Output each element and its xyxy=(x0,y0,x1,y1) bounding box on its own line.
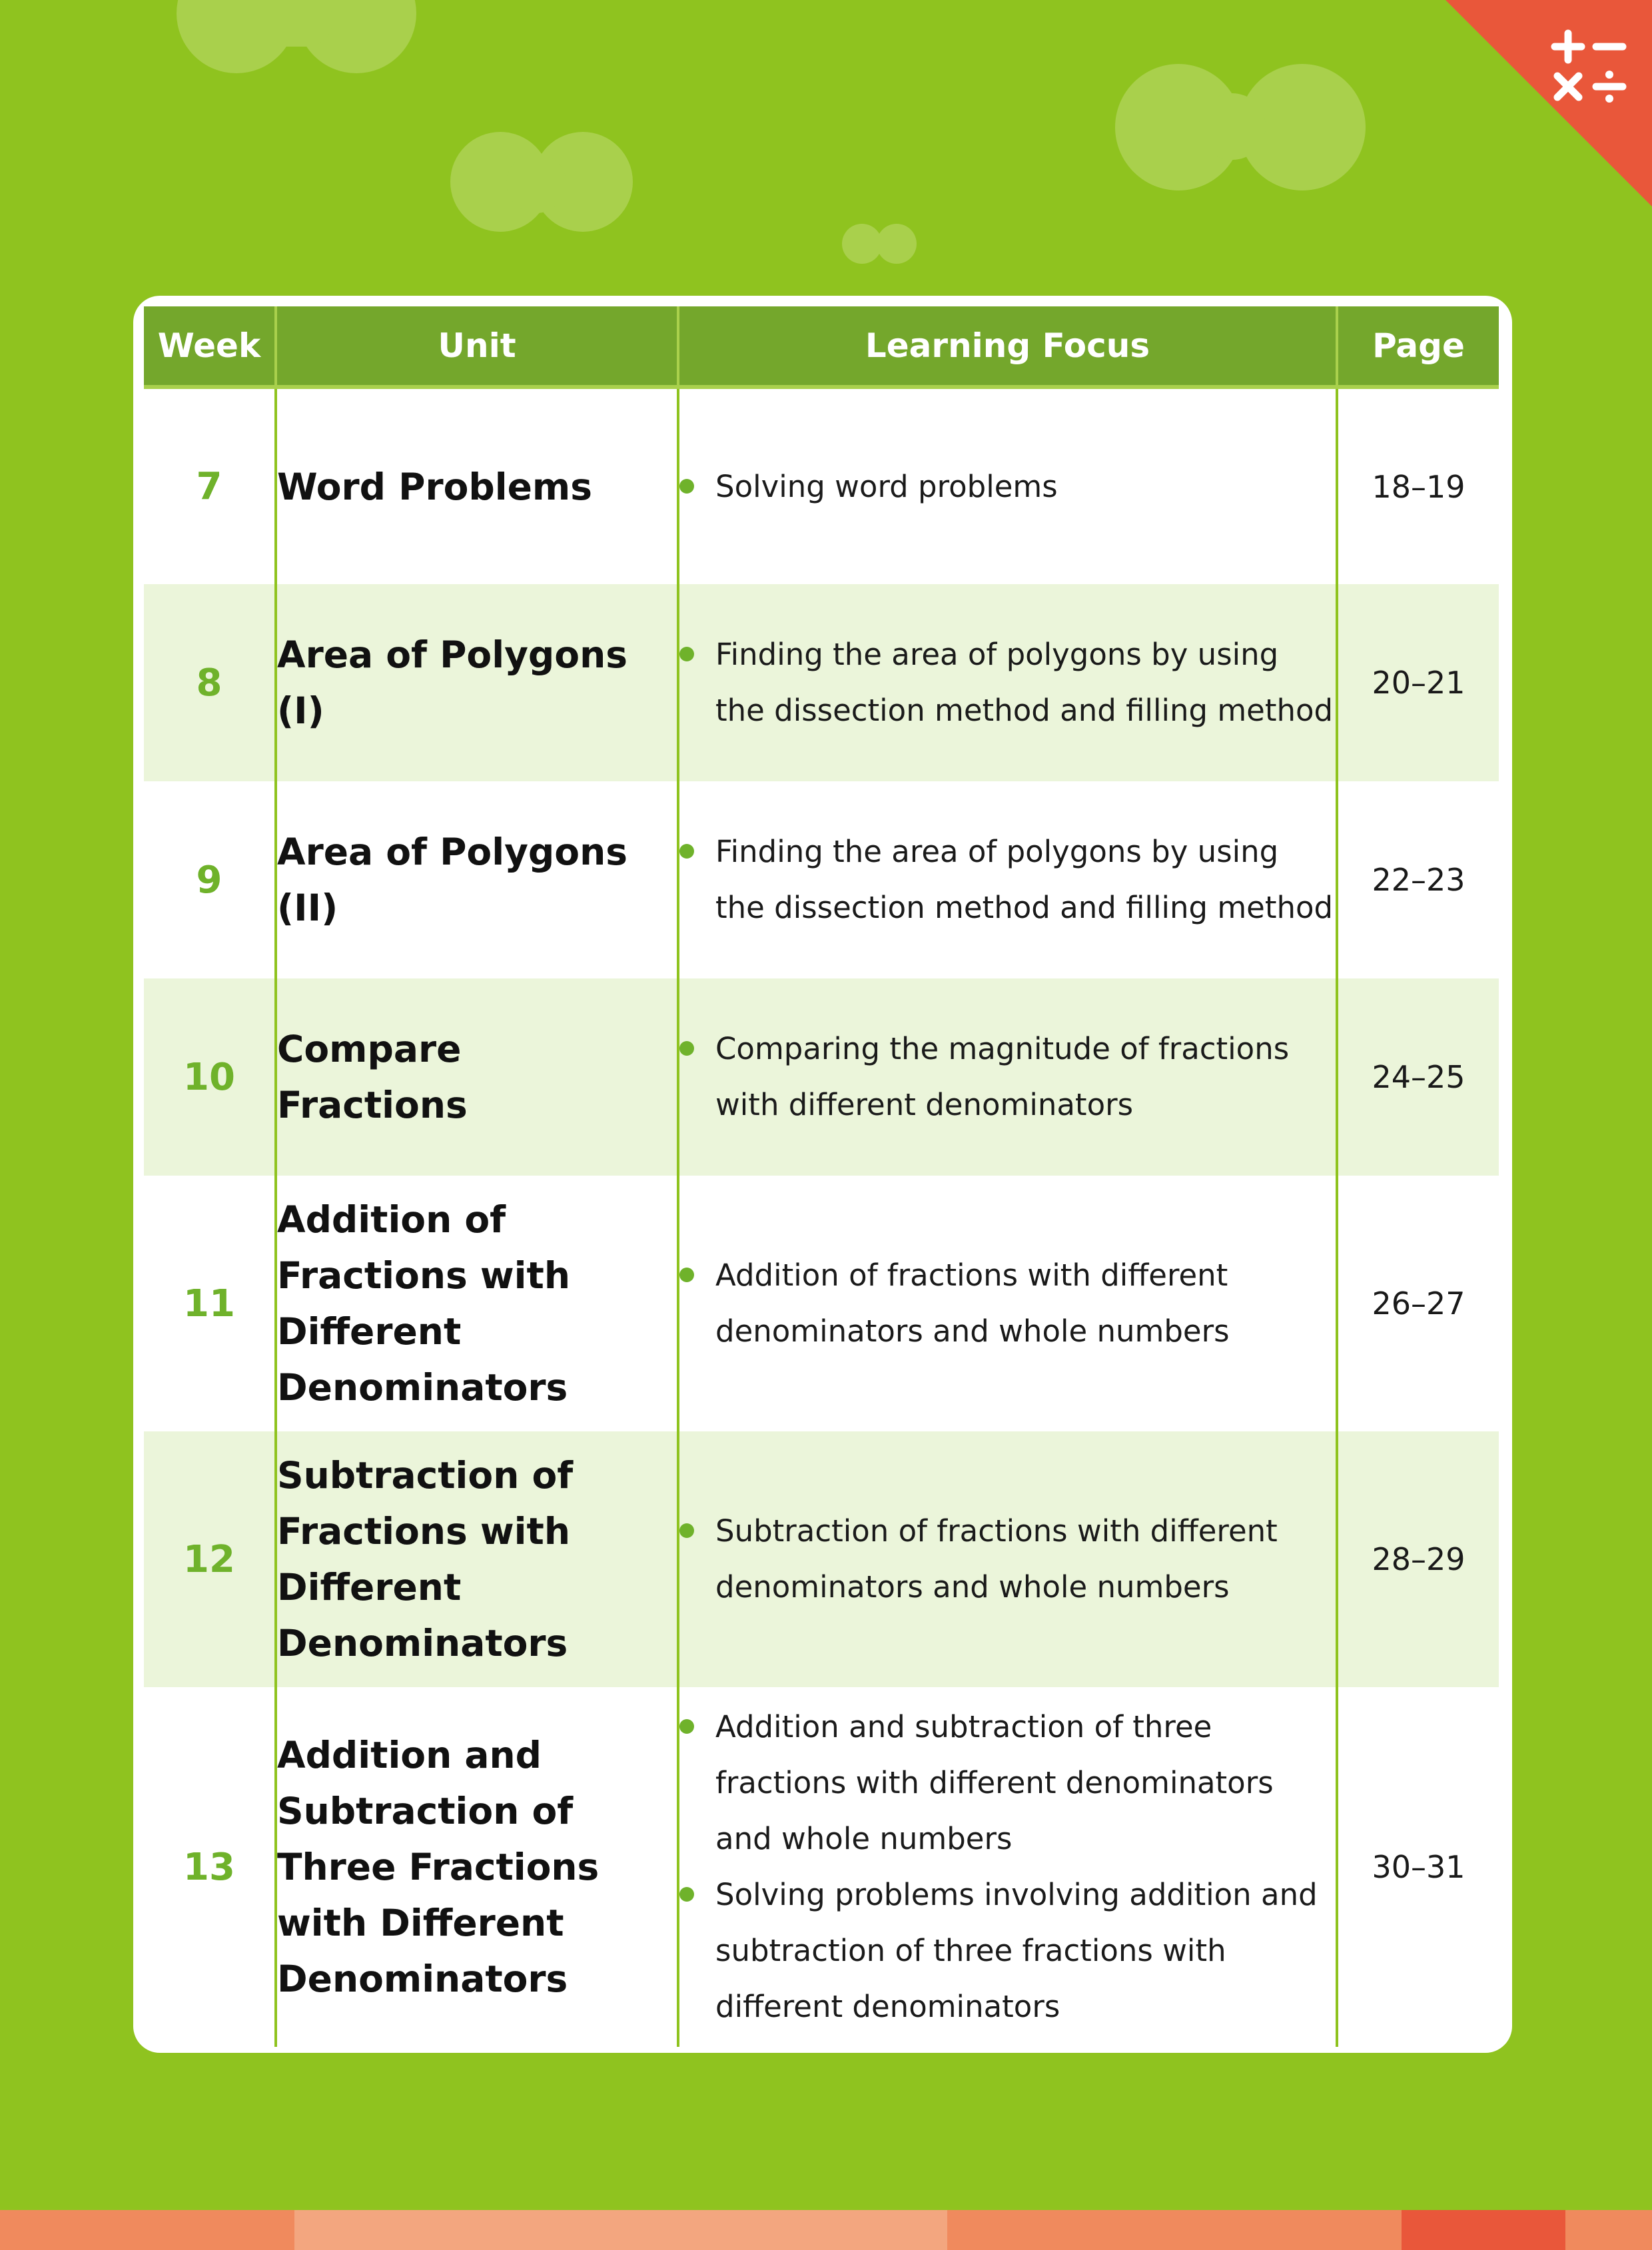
table-header-row xyxy=(144,306,1499,387)
unit-name: Addition and Subtraction of Three Fractions with Different Denominators xyxy=(276,1687,678,2047)
bottom-stripe xyxy=(1565,2210,1652,2250)
learning-focus xyxy=(678,978,1337,1176)
focus-bullet: Addition of fractions with different denominators and whole numbers xyxy=(679,1248,1336,1359)
decor-blob xyxy=(253,0,333,47)
header-week: Week xyxy=(144,306,276,387)
learning-focus xyxy=(678,1431,1337,1687)
week-number: 7 xyxy=(196,465,222,508)
week-number: 11 xyxy=(183,1282,235,1325)
week-number: 13 xyxy=(183,1845,235,1889)
learning-focus xyxy=(678,584,1337,781)
page-range: 24–25 xyxy=(1337,978,1499,1176)
table-row xyxy=(144,1687,1499,2047)
table-row xyxy=(144,781,1499,978)
table-row xyxy=(144,584,1499,781)
table-row xyxy=(144,1176,1499,1431)
learning-focus xyxy=(678,1176,1337,1431)
decor-blob xyxy=(1199,93,1266,160)
page-range: 18–19 xyxy=(1337,387,1499,584)
unit-name: Compare Fractions xyxy=(276,978,678,1176)
week-number: 8 xyxy=(144,584,276,781)
table-row xyxy=(144,1431,1499,1687)
page-range: 22–23 xyxy=(1337,781,1499,978)
focus-bullet: Comparing the magnitude of fractions with different denominators xyxy=(679,1021,1336,1133)
unit-name: Word Problems xyxy=(276,387,678,584)
week-number: 10 xyxy=(144,978,276,1176)
learning-focus xyxy=(678,387,1337,584)
focus-bullet: Subtraction of fractions with different denominators and whole numbers xyxy=(679,1503,1336,1615)
schedule-table xyxy=(144,306,1499,2047)
page-range: 20–21 xyxy=(1337,584,1499,781)
learning-focus xyxy=(678,1687,1337,2047)
learning-focus xyxy=(678,781,1337,978)
bottom-stripe xyxy=(1402,2210,1565,2250)
page-range: 26–27 xyxy=(1337,1176,1499,1431)
unit-name: Addition of Fractions with Different Denominators xyxy=(276,1176,678,1431)
table-row xyxy=(144,978,1499,1176)
focus-bullet: Finding the area of polygons by using the dissection method and filling method xyxy=(679,824,1336,936)
unit-name: Area of Polygons (II) xyxy=(276,781,678,978)
focus-bullet: Solving problems involving addition and subtraction of three fractions with different denominators xyxy=(679,1867,1336,2035)
unit-name: Subtraction of Fractions with Different Denominators xyxy=(276,1431,678,1687)
week-number: 9 xyxy=(196,858,222,902)
focus-bullet: Solving word problems xyxy=(679,459,1336,515)
schedule-card xyxy=(133,296,1512,2053)
bottom-stripe xyxy=(947,2210,1402,2250)
decor-blob xyxy=(842,224,882,264)
table-row xyxy=(144,387,1499,584)
decor-blob xyxy=(506,153,566,213)
header-page: Page xyxy=(1337,306,1499,387)
unit-name: Area of Polygons (I) xyxy=(276,584,678,781)
decor-blob xyxy=(877,224,917,264)
header-learning-focus: Learning Focus xyxy=(678,306,1337,387)
bottom-stripe xyxy=(0,2210,294,2250)
header-unit: Unit xyxy=(276,306,678,387)
page-range: 28–29 xyxy=(1337,1431,1499,1687)
math-operations-icon xyxy=(1548,27,1628,107)
focus-bullet: Addition and subtraction of three fractions with different denominators and whole numbers xyxy=(679,1699,1336,1867)
bottom-stripe xyxy=(294,2210,947,2250)
page-range: 30–31 xyxy=(1337,1687,1499,2047)
week-number: 12 xyxy=(144,1431,276,1687)
focus-bullet: Finding the area of polygons by using the dissection method and filling method xyxy=(679,627,1336,739)
